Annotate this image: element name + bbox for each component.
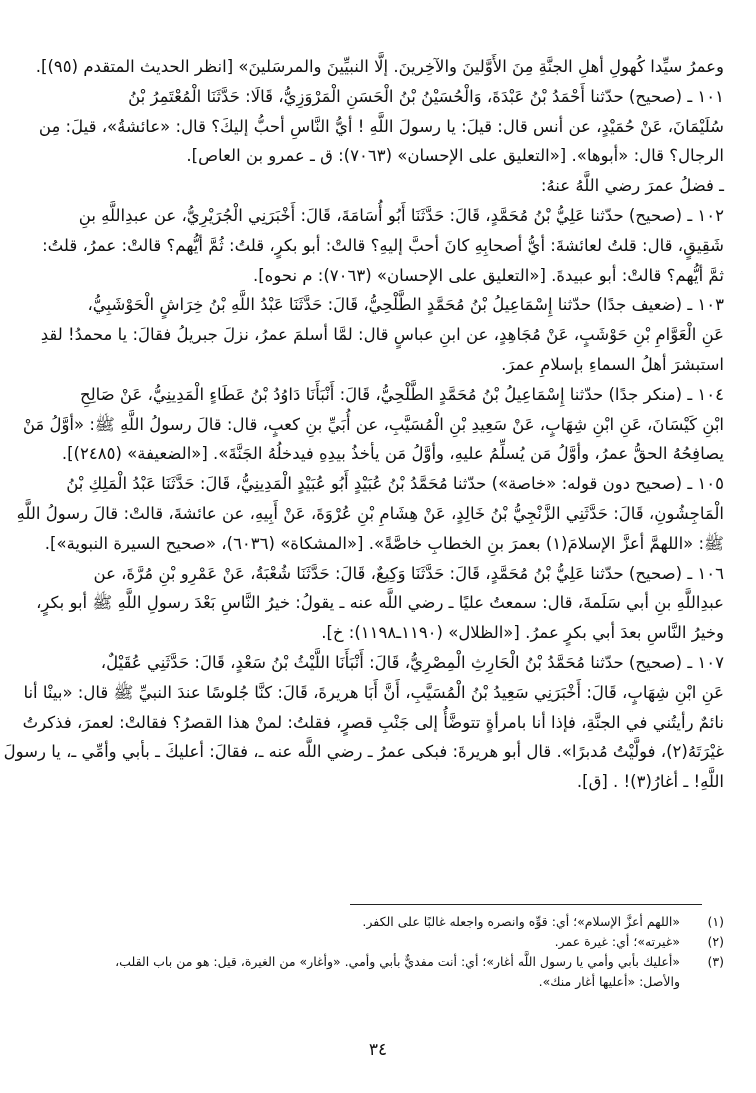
- footnote: [40, 912, 724, 932]
- footnote: [40, 932, 724, 952]
- hadith-103-line: ١٠٣ ـ (ضعيف جدًا) حدّثنا إِسْمَاعِيلُ بْنُ مُحَمَّدٍ الطَّلْحِيُّ، قَالَ: حَدَّثَنَا عَبْدُ اللَّهِ بْنُ خِرَاشٍ الْحَوْشَبِيُّ،: [87, 295, 724, 315]
- footnote-continuation: والأصل: «أعليها أغار منك».: [538, 974, 680, 989]
- hadith-104-line: ١٠٤ ـ (منكر جدًا) حدّثنا إِسْمَاعِيلُ بْنُ مُحَمَّدٍ الطَّلْحِيُّ، قَالَ: أَنْبَأَنَا دَاوُدُ بْنُ عَطَاءٍ الْمَدِينِيُّ، عَنْ صَالِحِ: [79, 384, 724, 404]
- text-line: اللَّهِ! ـ أغارُ(٣)! . [ق].: [576, 772, 724, 792]
- text-line: الرجال؟ قال: «أبوها». [«التعليق على الإحسان» (٧٠٦٣): ق ـ عمرو بن العاص].: [186, 146, 724, 166]
- text-line: الْمَاجِشُونِ، قَالَ: حَدَّثَنِي الزَّنْجِيُّ بْنُ خَالِدٍ، عَنْ هِشَامِ بْنِ عُرْوَةَ، عَنْ أَبِيهِ، عن عائشةَ، قالتْ: قالَ رسولُ اللَّهِ: [16, 503, 724, 523]
- footnote-text: «أعليك بأبي وأمي يا رسول اللَّه أغار»؛ أي: أنت مفديٌّ بأبي وأمي. «وأغار» من الغيرة، قيل: هو من باب القلب،: [115, 954, 680, 969]
- text-line: عبدِاللَّهِ بنِ أبي سَلَمةَ، قال: سمعتُ عليًا ـ رضي اللَّه عنه ـ يقولُ: خيرُ النَّاسِ بَعْدَ رسولِ اللَّهِ ﷺ أبو بكرٍ،: [36, 593, 724, 613]
- section-heading: ـ فضلُ عمرَ رضي اللَّهُ عنهُ:: [540, 176, 724, 196]
- text-line: استبشرَ أهلُ السماءِ بإسلامِ عمرَ.: [501, 354, 724, 374]
- hadith-102-line: ١٠٢ ـ (صحيح) حدّثنا عَلِيُّ بْنُ مُحَمَّدٍ، قَالَ: حَدَّثَنَا أَبُو أُسَامَةَ، قَالَ: أَخْبَرَنِي الْجُرَيْرِيُّ، عن عبدِاللَّهِ بنِ: [78, 205, 724, 225]
- text-line: وعمرُ سيِّدا كُهولِ أهلِ الجنَّةِ مِنَ الأَوَّلينَ والآخِرينَ. إلَّا النبيِّينَ والمرسَلينَ» [انظر الحديث المتقدم (٩٥)].: [35, 57, 724, 76]
- footnotes: [40, 912, 724, 992]
- hadith-105-line: ١٠٥ ـ (صحيح دون قوله: «خاصة») حدّثنا مُحَمَّدُ بْنُ عُبَيْدٍ أَبُو عُبَيْدٍ الْمَدِينِيُّ، قَالَ: حَدَّثَنَا عَبْدُ الْمَلِكِ بْنُ: [66, 474, 724, 494]
- text-line: شَقِيقٍ، قال: قلتُ لعائشةَ: أيُّ أصحابِهِ كانَ أحبَّ إليهِ؟ قالتْ: أبو بكرٍ، قلتُ: ثُمَّ أيُّهم؟ قالتْ: عمرُ، قلتُ:: [42, 235, 724, 255]
- page-number: ٣٤: [368, 1040, 388, 1060]
- footnote-text: «غيرته»؛ أي: غيرة عمر.: [554, 934, 680, 949]
- text-line: ثمَّ أيُّهم؟ قالتْ: أبو عبيدةَ. [«التعليق على الإحسان» (٧٠٦٣): م نحوه].: [253, 265, 724, 285]
- footnote-number: (٢): [707, 934, 724, 949]
- hadith-101-line: ١٠١ ـ (صحيح) حدّثنا أَحْمَدُ بْنُ عَبْدَةَ، وَالْحُسَيْنُ بْنُ الْحَسَنِ الْمَرْوَزِيُّ، قَالَا: حَدَّثَنَا الْمُعْتَمِرُ بْنُ: [128, 86, 724, 106]
- text-line: غيْرَتَهُ(٢)، فولَّيْتُ مُدبرًا». قال أبو هريرةَ: فبكى عمرُ ـ رضي اللَّه عنه ـ، فقالَ: أعليكَ ـ بأبي وأمِّي ـ، يا رسولَ: [3, 742, 724, 762]
- footnote-number: (١): [707, 914, 724, 929]
- footnote-text: «اللهم أعزَّ الإسلام»؛ أي: قوِّه وانصره واجعله غالبًا على الكفر.: [362, 914, 680, 929]
- text-line: يصافِحُهُ الحقُّ عمرُ، وأوَّلُ مَن يُسلِّمُ عليهِ، وأوَّلُ مَن يأخذُ بيدِهِ فيدخلُهُ الجَنَّةَ». [«الضعيفة» (٢٤٨٥)].: [61, 444, 724, 464]
- text-line: عَنِ الْعَوَّامِ بْنِ حَوْشَبٍ، عَنْ مُجَاهِدٍ، عن ابنِ عباسٍ قال: لمَّا أسلمَ عمرُ، نزلَ جبريلُ فقالَ: يا محمدُ! لقدِ: [40, 325, 724, 345]
- text-line: ﷺ: «اللهمَّ أعزَّ الإسلامَ(١) بعمرَ بنِ الخطابِ خاصَّةً». [«المشكاة» (٦٠٣٦)، «صحيح السيرة النبوية»].: [44, 533, 724, 553]
- hadith-106-line: ١٠٦ ـ (صحيح) حدّثنا عَلِيُّ بْنُ مُحَمَّدٍ، قَالَ: حَدَّثَنَا وَكِيعٌ، قَالَ: حَدَّثَنَا شُعْبَةُ، عَنْ عَمْرِو بْنِ مُرَّةَ، عن: [93, 563, 724, 583]
- text-line: وخيرُ النَّاسِ بعدَ أبي بكرٍ عمرُ. [«الظلال» (١١٩٠ـ١١٩٨): خ].: [321, 623, 724, 643]
- text-line: عَنِ ابْنِ شِهَابٍ، قَالَ: أَخْبَرَنِي سَعِيدُ بْنُ الْمُسَيَّبِ، أَنَّ أَبَا هريرةَ، قَالَ: كنَّا جُلوسًا عندَ النبيِّ ﷺ قال: «بينْا أنا: [23, 682, 724, 702]
- footnote-number: (٣): [707, 954, 724, 969]
- footnote: [40, 952, 724, 972]
- footnote-separator: [350, 904, 702, 905]
- main-text: [3, 52, 724, 797]
- text-line: سُلَيْمَانَ، عَنْ حُمَيْدٍ، عن أنس قال: قيلَ: يا رسولَ اللَّهِ ! أيُّ النَّاسِ أحبُّ إليكَ؟ قال: «عائشةُ»، قيلَ: مِن: [38, 116, 724, 136]
- hadith-107-line: ١٠٧ ـ (صحيح) حدّثنا مُحَمَّدُ بْنُ الْحَارِثِ الْمِصْرِيُّ، قَالَ: أَنْبَأَنَا اللَّيْثُ بْنُ سَعْدٍ، قَالَ: حَدَّثَنِي عُقَيْلٌ،: [100, 652, 724, 672]
- text-line: ابْنِ كَيْسَانَ، عَنِ ابْنِ شِهَابٍ، عَنْ سَعِيدِ بْنِ الْمُسَيَّبِ، عن أُبَيِّ بنِ كعبٍ، قال: قالَ رسولُ اللَّهِ ﷺ: «أوَّلُ مَنْ: [22, 414, 724, 434]
- text-line: نائمٌ رأيتُني في الجنَّةِ، فإذا أنا بامرأةٍ تتوضَّأُ إلى جَنْبِ قصرٍ، فقلتُ: لمنْ هذا القصرُ؟ فقالتْ: لعمرَ، فذكرتُ: [22, 712, 724, 732]
